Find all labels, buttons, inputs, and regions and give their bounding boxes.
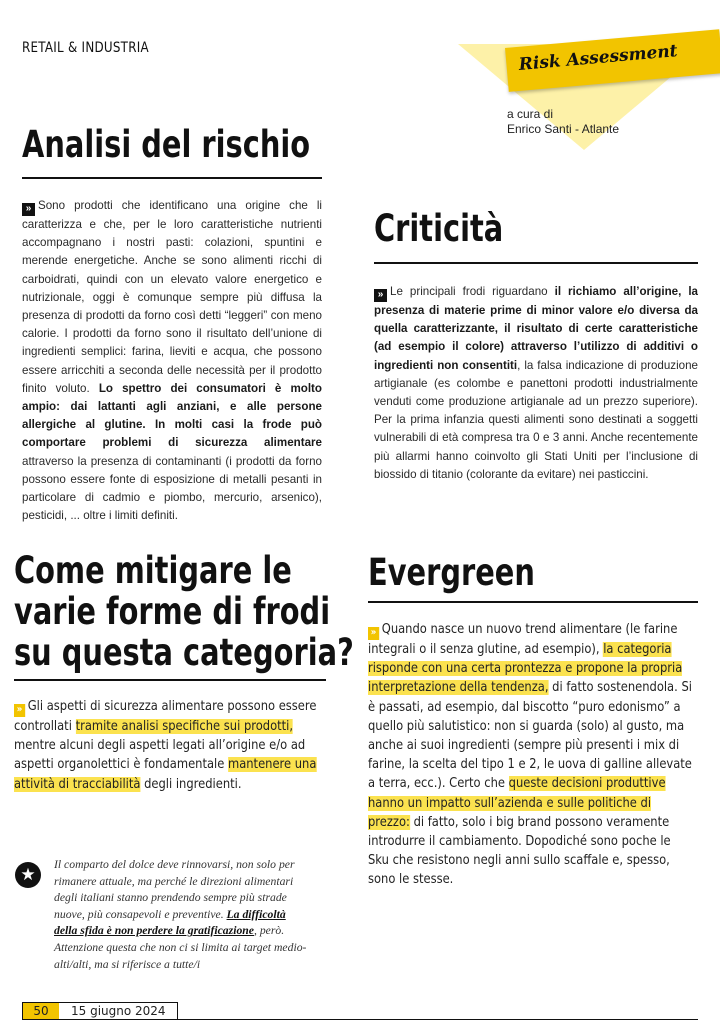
heading-rule — [374, 262, 698, 264]
byline-author: Enrico Santi - Atlante — [507, 122, 620, 136]
footer-rule — [22, 1019, 698, 1020]
heading-rule — [22, 177, 322, 179]
quote-emphasis: La difficoltà della sfida è non perdere la gratificazione — [54, 907, 286, 938]
page-number: 50 — [23, 1003, 59, 1020]
heading-analisi: Analisi del rischio — [22, 123, 311, 166]
byline — [507, 107, 619, 137]
highlight: la categoria risponde con una certa prontezza e propone la propria interpretazione della tendenza, — [368, 642, 683, 696]
evergreen-paragraph-wrap — [368, 620, 698, 890]
marker-icon: » — [14, 704, 25, 717]
heading-criticita: Criticità — [374, 207, 504, 250]
pull-quote: Il comparto del dolce deve rinnovarsi, non solo per rimanere attuale, ma perché le direzioni alimentari degli italiani stanno prendendo sempre più strade nuove, più consapevoli e preventive. La difficoltà della sfida è non perdere la gratificazione, però. Attenzione questa che non ci si limita ai target medio-alti/alti, ma si riferisce a tutte/i — [54, 858, 307, 971]
heading-evergreen: Evergreen — [368, 551, 535, 594]
highlight: mantenere una attività di tracciabilità — [14, 757, 317, 792]
page-footer — [22, 1002, 178, 1020]
highlight: tramite analisi specifiche sui prodotti, — [75, 719, 294, 734]
heading-rule — [368, 601, 698, 603]
highlight: queste decisioni produttive hanno un impatto sull’azienda e sulle politiche di prezzo: — [368, 776, 666, 830]
byline-prefix: a cura di — [507, 107, 554, 121]
heading-mitigare: Come mitigare le varie forme di frodi su questa categoria? — [14, 549, 354, 674]
marker-icon: » — [368, 627, 379, 640]
issue-date: 15 giugno 2024 — [71, 1004, 166, 1018]
mitigare-paragraph: » Gli aspetti di sicurezza alimentare possono essere controllati tramite analisi specifiche sui prodotti, mentre alcuni degli aspetti legati all’origine e/o ad aspetti organolettici è fondamentale mantenere una attività di tracciabilità degli ingredienti. — [14, 699, 317, 792]
marker-icon: » — [374, 289, 387, 302]
evergreen-paragraph: » Quando nasce un nuovo trend alimentare (le farine integrali o il senza glutine, ad esempio), la categoria risponde con una certa prontezza e propone la propria interpretazione della tendenza, di fatto sostenendola. Si è passati, ad esempio, dal biscotto “puro edonismo” a quello più salutistico: non si guarda (solo) al gusto, ma anche ai suoi ingredienti (sempre più presenti i mix di farine, la scelta del tipo 1 e 2, le uova di galline allevate a terra, ecc.). Certo che queste decisioni produttive hanno un impatto sull’azienda e sulle politiche di prezzo: di fatto, solo i big brand possono veramente introdurre il cambiamento. Dopodiché sono poche le Sku che resistono negli anni sullo scaffale e, spesso, sono le stesse. — [368, 622, 692, 888]
star-icon: ★ — [15, 862, 41, 888]
risk-assessment-label: Risk Assessment — [518, 41, 679, 75]
marker-icon: » — [22, 203, 35, 216]
criticita-paragraph: » Le principali frodi riguardano il richiamo all’origine, la presenza di materie prime di minor valore e/o diversa da quella caratterizzante, il risultato di certe caratteristiche (ad esempio il colore) attraverso l’utilizzo di additivi o ingredienti non consentiti, la falsa indicazione di produzione artigianale (es colombe e panettoni prodotti industrialmente venduti come produzione artigianale ad un prezzo superiore). Per la prima infanzia questi alimenti sono destinati a soggetti vulnerabili di età compresa tra 0 e 3 anni. Anche recentemente più allarmi hanno coinvolto gli Stati Uniti per l’inclusione di biossido di titanio (colorante da evitare) nei pasticcini. — [374, 285, 699, 481]
section-label: RETAIL & INDUSTRIA — [22, 40, 149, 56]
mitigare-paragraph-wrap — [14, 697, 326, 807]
heading-rule — [14, 679, 326, 681]
analisi-bold: Lo spettro dei consumatori è molto ampio: dai lattanti agli anziani, e alle persone allergiche al glutine. In molti casi la frode può comportare problemi di sicurezza alimentare — [22, 381, 323, 450]
analisi-paragraph: » Sono prodotti che identificano una origine che li caratterizza e che, per le loro caratteristiche nutrienti accompagnano i nostri pasti: colazioni, spuntini e merende energetiche. Anche se sono alimenti ricchi di carboidrati, quindi con un elevato valore energetico e nutrizionale, oggi è comunque sempre più diffusa la presenza di prodotti da forno così detti “leggeri” con meno calorie. I prodotti da forno sono il risultato dell’unione di ingredienti semplici: farina, lieviti e acqua, che possono essere arricchiti a seconda delle necessità per il prodotto finito voluto. Lo spettro dei consumatori è molto ampio: dai lattanti agli anziani, e alle persone allergiche al glutine. In molti casi la frode può comportare problemi di sicurezza alimentare attraverso la presenza di contaminanti (i prodotti da forno possono essere fonte di esposizione di metalli pesanti in particolare di cadmio e piombo, mercurio, arsenico), pesticidi, ... oltre i limiti definiti. — [22, 199, 323, 523]
criticita-bold: il richiamo all’origine, la presenza di materie prime di minor valore e/o diversa da quella caratterizzante, il risultato di certe caratteristiche (ad esempio il colore) attraverso l’utilizzo di additivi o ingredienti non consentiti — [374, 285, 698, 372]
